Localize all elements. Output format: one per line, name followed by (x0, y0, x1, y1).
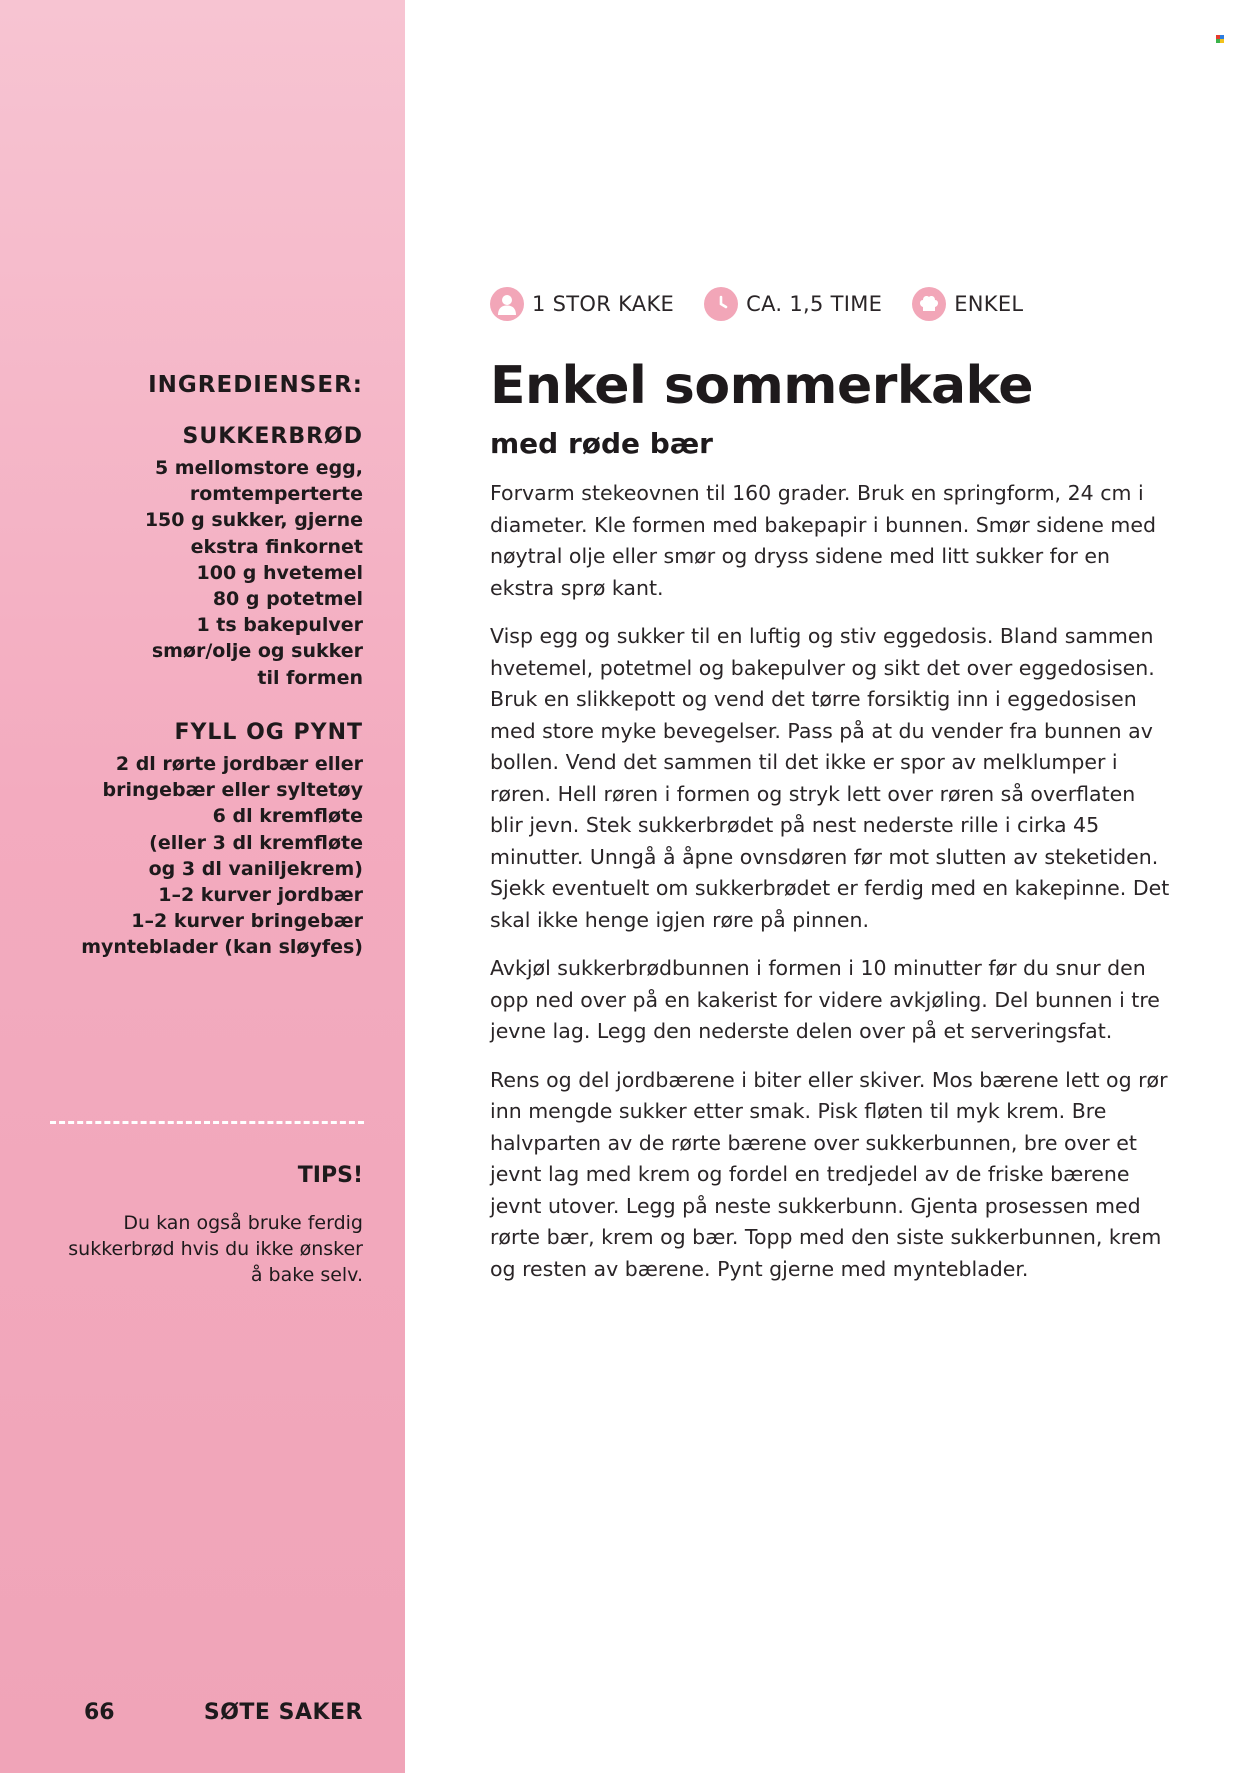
ingredient-list-filling (23, 751, 363, 961)
difficulty-info (912, 287, 1023, 321)
ingredient-line: romtemperterte (189, 483, 363, 506)
ingredients-heading: INGREDIENSER: (148, 372, 363, 398)
instruction-paragraph: Visp egg og sukker til en luftig og stiv eggedosis. Bland sammen hvetemel, potetmel og bakepulver og sikt det over eggedosisen. Bruk en slikkepott og vend det tørre forsiktig inn i eggedosisen med store myke bevegelser. Pass på at du vender fra bunnen av bollen. Vend det sammen til det ikke er spor av melklumper i røren. Hell røren i formen og stryk lett over røren så overflaten blir jevn. Stek sukkerbrødet på nest nederste rille i cirka 45 minutter. Unngå å åpne ovnsdøren før mot slutten av steketiden. Sjekk eventuelt om sukkerbrødet er ferdig med en kakepinne. Det skal ikke henge igjen røre på pinnen. (490, 624, 1170, 932)
ingredient-line: 100 g hvetemel (196, 561, 363, 584)
tips-heading: TIPS! (297, 1163, 363, 1188)
ingredient-line: 1–2 kurver bringebær (131, 910, 363, 933)
ingredient-line: ekstra finkornet (190, 535, 363, 558)
ingredient-section-filling (23, 720, 363, 961)
ingredient-line: 6 dl kremfløte (212, 805, 363, 828)
page-number: 66 (84, 1700, 115, 1725)
ingredient-line: 1 ts bakepulver (196, 614, 363, 637)
time-text: CA. 1,5 TIME (746, 292, 883, 316)
clock-icon (704, 287, 738, 321)
ingredient-line: til formen (257, 666, 363, 689)
ingredients-sidebar (0, 0, 405, 1773)
recipe-title: Enkel sommerkake (490, 356, 1034, 416)
ingredient-line: 5 mellomstore egg, (154, 457, 363, 479)
section-title-sponge: SUKKERBRØD (182, 424, 363, 449)
time-info (704, 287, 882, 321)
ingredient-line: 1–2 kurver jordbær (158, 884, 363, 907)
ingredient-section-sponge (23, 424, 363, 691)
servings-info (490, 287, 674, 321)
section-label: SØTE SAKER (203, 1700, 363, 1725)
instruction-paragraph: Forvarm stekeovnen til 160 grader. Bruk en springform, 24 cm i diameter. Kle formen med bakepapir i bunnen. Smør sidene med nøytral olje eller smør og dryss sidene med litt sukker for en ekstra sprø kant. (490, 481, 1156, 600)
chef-hat-icon (912, 287, 946, 321)
servings-text: 1 STOR KAKE (532, 292, 675, 316)
instruction-paragraph: Avkjøl sukkerbrødbunnen i formen i 10 minutter før du snur den opp ned over på en kakerist for videre avkjøling. Del bunnen i tre jevne lag. Legg den nederste delen over på et serveringsfat. (490, 956, 1160, 1043)
ingredient-line: 80 g potetmel (212, 588, 363, 611)
ingredient-line: bringebær eller syltetøy (102, 779, 363, 802)
ingredient-line: 2 dl rørte jordbær eller (115, 753, 363, 775)
instruction-paragraph: Rens og del jordbærene i biter eller skiver. Mos bærene lett og rør inn mengde sukker etter smak. Pisk fløten til myk krem. Bre halvparten av de rørte bærene over sukkerbunnen, bre over et jevnt lag med krem og fordel en tredjedel av de friske bærene jevnt utover. Legg på neste sukkerbunn. Gjenta prosessen med rørte bær, krem og bær. Topp med den siste sukkerbunnen, krem og resten av bærene. Pynt gjerne med mynteblader. (490, 1067, 1168, 1281)
ingredient-list-sponge (23, 455, 363, 691)
section-title-filling: FYLL OG PYNT (174, 720, 363, 745)
difficulty-text: ENKEL (954, 292, 1024, 316)
recipe-instructions (490, 478, 1170, 1302)
recipe-meta (490, 286, 1053, 322)
ingredient-line: smør/olje og sukker (151, 640, 363, 663)
ingredient-line: (eller 3 dl kremfløte (149, 831, 363, 854)
ingredient-line: og 3 dl vaniljekrem) (148, 857, 363, 880)
person-icon (490, 287, 524, 321)
tips-divider (50, 1121, 364, 1124)
recipe-subtitle: med røde bær (490, 427, 713, 460)
color-registration-mark (1216, 35, 1224, 43)
tips-text: Du kan også bruke ferdig sukkerbrød hvis du ikke ønsker å bake selv. (68, 1212, 363, 1286)
ingredient-line: 150 g sukker, gjerne (144, 509, 363, 532)
ingredient-line: mynteblader (kan sløyfes) (81, 936, 363, 959)
